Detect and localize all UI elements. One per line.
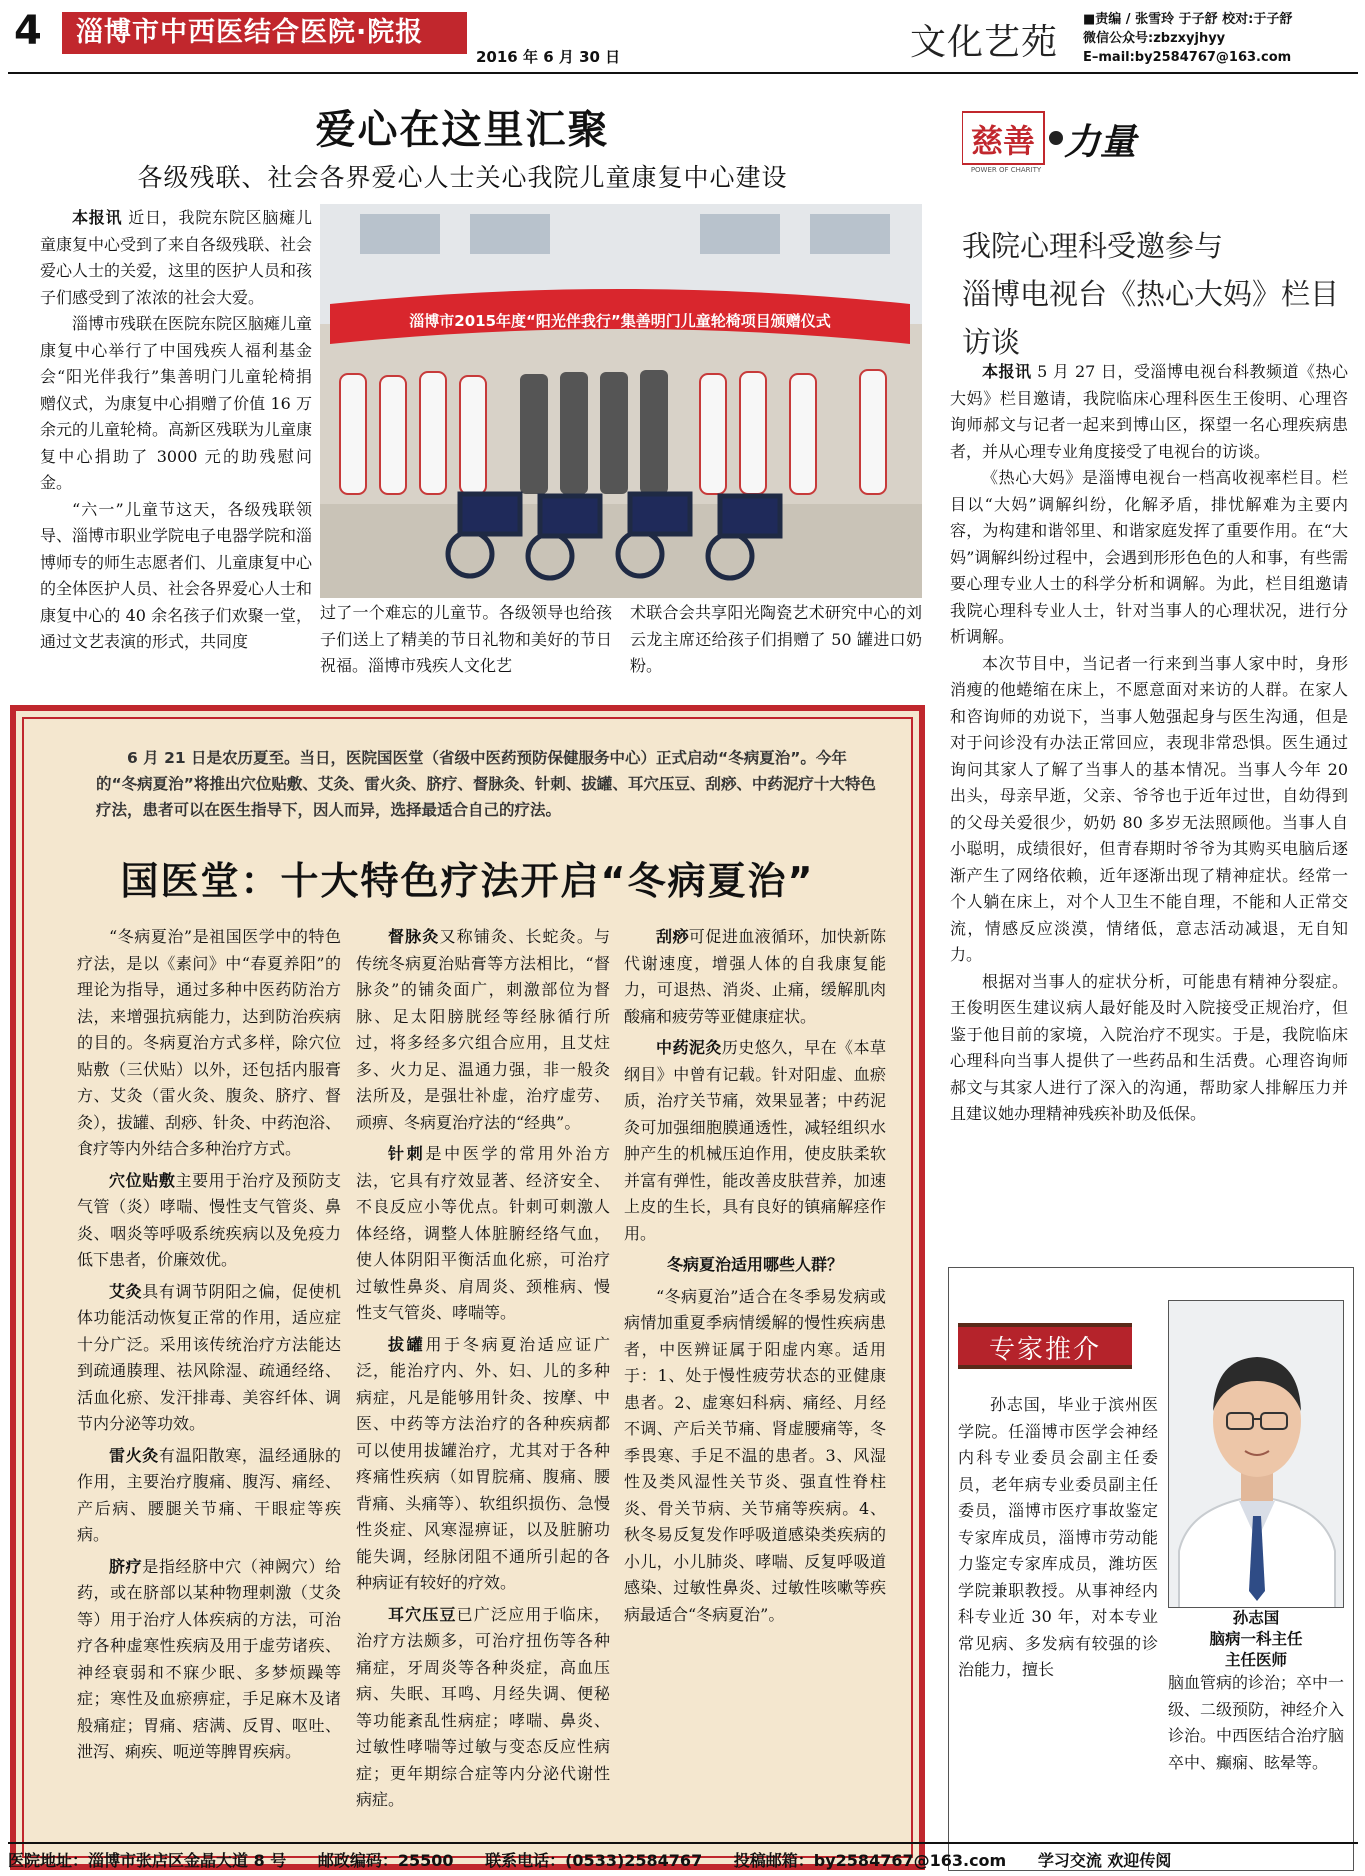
lead-paragraph-2: 淄博市残联在医院东院区脑瘫儿童康复中心举行了中国残疾人福利基金会“阳光伴我行”集善明门儿童轮椅捐赠仪式，为康复中心捐赠了价值 16 万余元的儿童轮椅。高新区残联为儿童康复中心捐助了 3000 元的助残慰问金。 [40, 314, 313, 492]
expert-bio-main: 孙志国，毕业于滨州医学院。任淄博市医学会神经内科专业委员会副主任委员，老年病专业委员副主任委员，淄博市医疗事故鉴定专家库成员，淄博市劳动能力鉴定专家库成员，潍坊医学院兼职教授。从事神经内科专业近 30 年，对本专业常见病、多发病有较强的诊治能力，擅长 [958, 1395, 1158, 1679]
lead-paragraph-3-end: 术联合会共享阳光陶瓷艺术研究中心的刘云龙主席还给孩子们捐赠了 50 罐进口奶粉。 [630, 603, 922, 675]
therapy-moxibustion: 艾灸具有调节阴阳之偏，促使机体功能活动恢复正常的作用，适应症十分广泛。采用该传统治疗方法能达到疏通腠理、祛风除湿、疏通经络、活血化瘀、发汗排毒、美容纤体、调节内分泌等功效。 [77, 1281, 341, 1433]
therapy-navel: 脐疗是指经脐中穴（神阙穴）给药，或在脐部以某种物理刺激（艾灸等）用于治疗人体疾病的方法，可治疗各种虚寒性疾病及用于虚劳诸疾、神经衰弱和不寐少眠、多梦烦躁等症；寒性及血瘀痹症，手足麻木及诸般痛症；胃痛、痞满、反胃、呕吐、泄泻、痢疾、呃逆等脾胃疾病。 [77, 1556, 341, 1761]
expert-bio-continued: 脑血管病的诊治；卒中一级、二级预防，神经介入诊治。中西医结合治疗脑卒中、癫痫、眩晕等。 [1168, 1673, 1345, 1772]
tcm-headline: 国医堂：十大特色疗法开启“冬病夏治” [120, 859, 815, 903]
footer-postcode: 邮政编码：25500 [317, 1851, 454, 1870]
lead-paragraph-3-cont: 过了一个难忘的儿童节。各级领导也给孩子们送上了精美的节日礼物和美好的节日祝福。淄博市残疾人文化艺 [320, 603, 612, 675]
masthead [0, 0, 1365, 74]
therapy-herbal-mud: 中药泥灸历史悠久，早在《本草纲目》中曾有记载。针对阳虚、血瘀质，治疗关节痛，效果显著；中药泥灸可加强细胞膜通透性，减轻组织水肿产生的机械压迫作用，使皮肤柔软并富有弹性，能改善皮肤营养，加速上皮的生长，具有良好的镇痛解痉作用。 [624, 1038, 886, 1243]
tcm-intro: 6 月 21 日是农历夏至。当日，医院国医堂（省级中医药预防保健服务中心）正式启动“冬病夏治”。今年的“冬病夏治”将推出穴位贴敷、艾灸、雷火灸、脐疗、督脉灸、针刺、拔罐、耳穴压豆、刮痧、中药泥疗十大特色疗法，患者可以在医生指导下，因人而异，选择最适合自己的疗法。 [96, 749, 876, 819]
lead-photo [320, 204, 922, 598]
masthead-rule [8, 72, 1358, 74]
section-title: 文化艺苑 [910, 22, 1059, 63]
editor-line: ■责编 / 张雪玲 于子舒 校对:于子舒 [1083, 12, 1293, 27]
editor-info [1083, 10, 1292, 67]
doctor-portrait [1169, 1301, 1344, 1608]
expert-bio-cont [1168, 1670, 1344, 1776]
therapy-cupping: 拔罐用于冬病夏治适应证广泛，能治疗内、外、妇、儿的多种病症，凡是能够用针灸、按摩、中医、中药等方法治疗的各种疾病都可以使用拔罐治疗，尤其对于各种疼痛性疾病（如胃脘痛、腹痛、腰背痛、头痛等）、软组织损伤、急慢性炎症、风寒湿痹证，以及脏腑功能失调，经脉闭阻不通所引起的各种病证有较好的疗效。 [356, 1334, 610, 1592]
charity-badge [962, 108, 1142, 174]
psychology-article [950, 359, 1348, 1128]
tcm-intro-paragraph: “冬病夏治”是祖国医学中的特色疗法，是以《素问》中“春夏养阳”的理论为指导，通过多种中医药防治方法，来增强抗病能力，达到防治疾病的目的。冬病夏治方式多样，除穴位贴敷（三伏贴）以外，还包括内服膏方、艾灸（雷火灸、腹灸、脐疗、督灸），拔罐、刮痧、针灸、中药泡浴、食疗等内外结合多种治疗方式。 [77, 927, 342, 1158]
wechat-line: 微信公众号:zbzxyjhyy [1083, 31, 1226, 46]
footer [8, 1848, 1358, 1871]
issue-date: 2016 年 6 月 30 日 [476, 48, 621, 66]
psychology-paragraph-4: 根据对当事人的症状分析，可能患有精神分裂症。王俊明医生建议病人最好能及时入院接受正规治疗，但鉴于他目前的家境，入院治疗不现实。于是，我院临床心理科向当事人提供了一些药品和生活费。心理咨询师郝文与其家人进行了深入的沟通，帮助家人排解压力并且建议她办理精神残疾补助及低保。 [950, 971, 1348, 1123]
expert-caption [1168, 1608, 1344, 1671]
svg-text:力量: 力量 [1063, 121, 1137, 163]
therapy-thunder-fire: 雷火灸有温阳散寒，温经通脉的作用，主要治疗腹痛、腹泻、痛经、产后病、腰腿关节痛、干眼症等疾病。 [77, 1445, 341, 1544]
footer-phone: 联系电话：(0533)2584767 [485, 1851, 703, 1870]
svg-text:POWER OF CHARITY: POWER OF CHARITY [970, 166, 1042, 174]
expert-caption-rank: 主任医师 [1224, 1651, 1287, 1669]
expert-caption-dept: 脑病一科主任 [1209, 1630, 1303, 1648]
email-line: E–mail:by2584767@163.com [1083, 50, 1292, 65]
therapy-governor: 督脉灸又称铺灸、长蛇灸。与传统冬病夏治贴膏等方法相比，“督脉灸”的铺灸面广，刺激部位为督脉、足太阳膀胱经等经脉循行所过，将多经多穴组合应用，且艾炷多、火力足、温通力强，非一般灸法所及，是强壮补虚，治疗虚劳、顽痹、冬病夏治疗法的“经典”。 [356, 927, 610, 1132]
expert-caption-name: 孙志国 [1232, 1609, 1280, 1627]
psychology-byline: 本报讯 [982, 362, 1032, 381]
psychology-headline-line-1: 我院心理科受邀参与 [962, 229, 1224, 263]
footer-rule [8, 1842, 1358, 1844]
tcm-column-1 [77, 924, 341, 1766]
page-number: 4 [14, 8, 42, 54]
expert-banner: 专家推介 [958, 1323, 1132, 1369]
expert-bio [958, 1392, 1158, 1684]
lead-column-2 [320, 600, 612, 680]
lead-subheadline: 各级残联、社会各界爱心人士关心我院儿童康复中心建设 [137, 163, 788, 192]
lead-byline: 本报讯 [72, 208, 123, 227]
therapy-acupoint: 穴位贴敷主要用于治疗及预防支气管（炎）哮喘、慢性支气管炎、鼻炎、咽炎等呼吸系统疾病以及免疫力低下患者，价廉效优。 [77, 1170, 341, 1269]
expert-photo [1168, 1300, 1344, 1608]
psychology-headline [962, 222, 1342, 366]
psychology-paragraph-1: 本报讯 5 月 27 日，受淄博电视台科教频道《热心大妈》栏目邀请，我院临床心理科医生王俊明、心理咨询师郝文与记者一起来到博山区，探望一名心理疾病患者，并从心理专业角度接受了电视台的访谈。 [950, 362, 1348, 461]
lead-paragraph-1: 本报讯 近日，我院东院区脑瘫儿童康复中心受到了来自各级残联、社会爱心人士的关爱，这里的医护人员和孩子们感受到了浓浓的社会大爱。 [40, 208, 313, 307]
photo-banner-text: 淄博市2015年度“阳光伴我行”集善明门儿童轮椅项目颁赠仪式 [409, 312, 831, 330]
paper-name: 淄博市中西医结合医院·院报 [62, 12, 467, 54]
svg-text:慈善: 慈善 [970, 122, 1036, 160]
psychology-paragraph-3: 本次节目中，当记者一行来到当事人家中时，身形消瘦的他蜷缩在床上，不愿意面对来访的人群。在家人和咨询师的劝说下，当事人勉强起身与医生沟通，但是对于问诊没有办法正常回应，表现非常恐惧。医生通过询问其家人了解了当事人的基本情况。当事人今年 20 出头，母亲早逝，父亲、爷爷也于近年过世，自幼得到的父母关爱很少，奶奶 80 多岁无法照顾他。当事人自小聪明，成绩很好，但青春期时爷爷为其购买电脑后逐渐产生了网络依赖，近年逐渐出现了精神症状。经常一个人躺在床上，对个人卫生不能自理，不能和人正常交流，情感反应淡漠，情绪低，意志活动减退，无自知力。 [950, 653, 1348, 964]
lead-paragraph-3: “六一”儿童节这天，各级残联领导、淄博市职业学院电子电器学院和淄博师专的师生志愿者们、儿童康复中心的全体医护人员、社会各界爱心人士和康复中心的 40 余名孩子们欢聚一堂，通过文艺表演的形式，共同度 [40, 499, 313, 651]
therapy-scraping: 刮痧可促进血液循环，加快新陈代谢速度，增强人体的自我康复能力，可退热、消炎、止痛，缓解肌肉酸痛和疲劳等亚健康症状。 [624, 927, 886, 1026]
footer-email: 投稿邮箱：by2584767@163.com [733, 1851, 1007, 1870]
tcm-column-2 [356, 924, 610, 1814]
psychology-headline-line-2: 淄博电视台《热心大妈》栏目访谈 [962, 277, 1340, 359]
lead-headline: 爱心在这里汇聚 [315, 106, 610, 153]
therapy-acupuncture: 针刺是中医学的常用外治方法，它具有疗效显著、经济安全、不良反应小等优点。针刺可刺激人体经络，调整人体脏腑经络气血，使人体阴阳平衡活血化瘀，可治疗过敏性鼻炎、肩周炎、颈椎病、慢性支气管炎、哮喘等。 [356, 1144, 610, 1322]
donation-ceremony-photo [320, 204, 922, 598]
suitable-groups-title: 冬病夏治适用哪些人群？ [666, 1255, 843, 1274]
psychology-paragraph-2: 《热心大妈》是淄博电视台一档高收视率栏目。栏目以“大妈”调解纠纷，化解矛盾，排忧解难为主要内容，为构建和谐邻里、和谐家庭发挥了重要作用。在“大妈”调解纠纷过程中，会遇到形形色色的人和事，有些需要心理专业人士的科学分析和调解。为此，栏目组邀请我院心理科专业人士，针对当事人的心理状况，进行分析调解。 [950, 468, 1348, 646]
footer-address: 医院地址：淄博市张店区金晶大道 8 号 [8, 1851, 287, 1870]
charity-power-logo [962, 108, 1142, 174]
tcm-column-3 [624, 924, 886, 1628]
therapy-ear-seed: 耳穴压豆已广泛应用于临床，治疗方法颇多，可治疗扭伤等各种痛症，牙周炎等各种炎症，高血压病、失眠、耳鸣、月经失调、便秘等功能紊乱性病症；哮喘、鼻炎、过敏性哮喘等过敏与变态反应性病症；更年期综合症等内分泌代谢性病症。 [356, 1604, 610, 1809]
lead-column-3 [630, 600, 922, 680]
suitable-groups-text: “冬病夏治”适合在冬季易发病或病情加重夏季病情缓解的慢性疾病患者，中医辨证属于阳虚内寒。适用于：1、处于慢性疲劳状态的亚健康患者。2、虚寒妇科病、痛经、月经不调、产后关节痛、肾虚腰痛等，冬季畏寒、手足不温的患者。3、风湿性及类风湿性关节炎、强直性脊柱炎、骨关节病、关节痛等疾病。4、秋冬易反复发作呼吸道感染类疾病的小儿，小儿肺炎、哮喘、反复呼吸道感染、过敏性鼻炎、过敏性咳嗽等疾病最适合“冬病夏治”。 [624, 1286, 886, 1624]
footer-slogan: 学习交流 欢迎传阅 [1037, 1851, 1172, 1870]
lead-column-1 [40, 205, 312, 656]
